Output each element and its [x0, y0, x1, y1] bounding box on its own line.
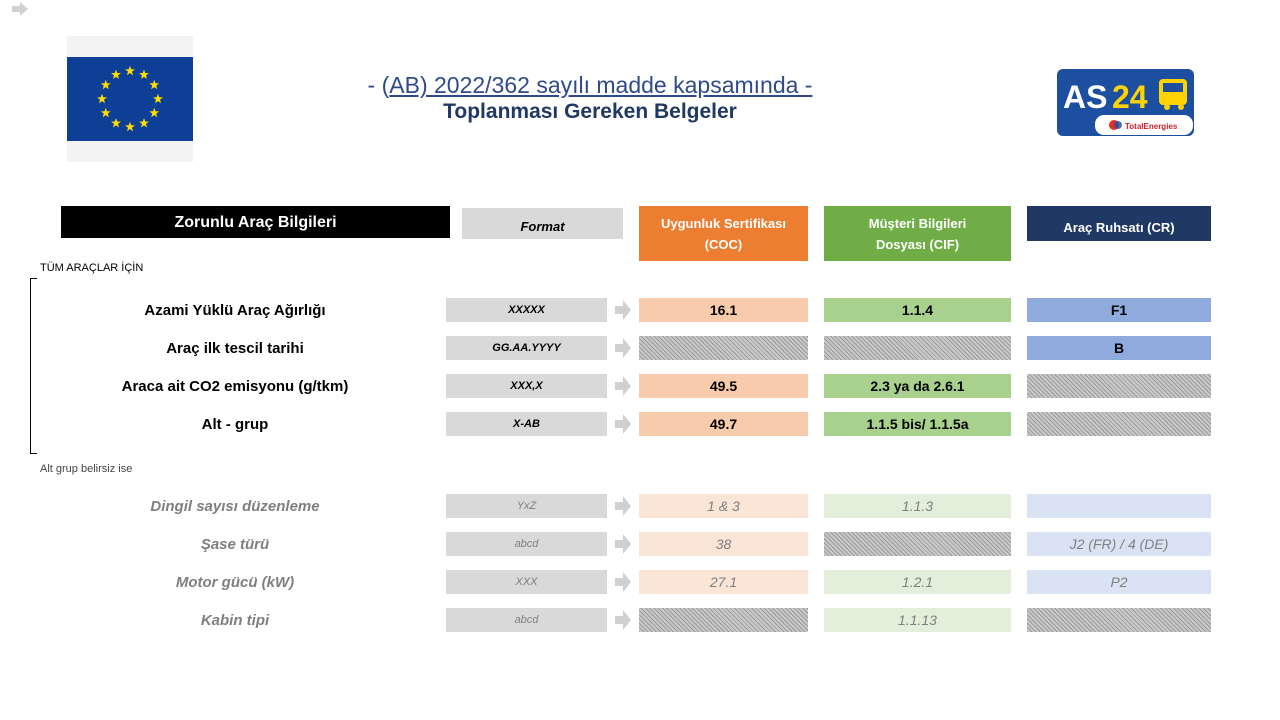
row-label: Araç ilk tescil tarihi — [166, 340, 304, 357]
cr-cell: J2 (FR) / 4 (DE) — [1027, 532, 1211, 556]
group-bracket — [30, 278, 37, 454]
cr-cell: F1 — [1027, 298, 1211, 322]
coc-cell: 49.5 — [639, 374, 808, 398]
arrow-right-icon — [614, 412, 632, 436]
coc-cell: 27.1 — [639, 570, 808, 594]
logo-as-text: AS — [1063, 79, 1108, 115]
cr-cell: P2 — [1027, 570, 1211, 594]
star-icon — [139, 118, 149, 127]
cif-cell: 1.1.3 — [824, 494, 1011, 518]
format-cell: YxZ — [446, 494, 607, 518]
page-subtitle: Toplanması Gereken Belgeler — [443, 100, 737, 123]
logo-subtext: TotalEnergies — [1125, 122, 1178, 131]
star-icon — [125, 66, 135, 75]
cr-cell-not-applicable — [1027, 608, 1211, 632]
star-icon — [153, 94, 163, 103]
star-icon — [139, 70, 149, 79]
column-header-cif — [824, 206, 1011, 261]
row-label: Kabin tipi — [200, 612, 270, 629]
arrow-right-icon — [614, 532, 632, 556]
coc-cell-not-applicable — [639, 336, 808, 360]
format-cell: GG.AA.YYYY — [446, 336, 607, 360]
arrow-right-icon — [614, 298, 632, 322]
eu-flag-icon — [67, 36, 193, 162]
cr-cell-empty — [1027, 494, 1211, 518]
coc-cell: 1 & 3 — [639, 494, 808, 518]
format-cell: abcd — [446, 532, 607, 556]
cif-header-text: Müşteri Bilgileri Dosyası (CIF) — [868, 215, 967, 252]
cr-cell-not-applicable — [1027, 374, 1211, 398]
row-label: Dingil sayısı düzenleme — [150, 498, 320, 515]
coc-header-text: Uygunluk Sertifikası (COC) — [661, 215, 786, 252]
star-icon — [101, 108, 111, 117]
arrow-right-icon — [614, 374, 632, 398]
row-label: Motor gücü (kW) — [175, 574, 295, 591]
as24-logo-icon — [1057, 69, 1194, 136]
cr-cell-not-applicable — [1027, 412, 1211, 436]
column-header-cr: Araç Ruhsatı (CR) — [1027, 206, 1211, 241]
row-label: Şase türü — [200, 536, 270, 553]
format-cell: XXX — [446, 570, 607, 594]
cif-cell: 1.1.4 — [824, 298, 1011, 322]
page-title — [300, 72, 880, 99]
column-header-mandatory: Zorunlu Araç Bilgileri — [61, 206, 450, 238]
cif-cell: 1.1.13 — [824, 608, 1011, 632]
format-cell: abcd — [446, 608, 607, 632]
svg-text:24: 24 — [1112, 79, 1148, 115]
star-icon — [149, 80, 159, 89]
arrow-right-icon — [614, 336, 632, 360]
cif-cell: 1.2.1 — [824, 570, 1011, 594]
row-label: Araca ait CO2 emisyonu (g/tkm) — [121, 378, 349, 395]
title-prefix: - ( — [367, 72, 390, 98]
column-header-format: Format — [462, 208, 623, 239]
cif-cell: 2.3 ya da 2.6.1 — [824, 374, 1011, 398]
coc-cell-not-applicable — [639, 608, 808, 632]
format-cell: XXXXX — [446, 298, 607, 322]
cif-cell-not-applicable — [824, 336, 1011, 360]
column-header-coc — [639, 206, 808, 261]
format-cell: X-AB — [446, 412, 607, 436]
star-icon — [111, 118, 121, 127]
coc-cell: 49.7 — [639, 412, 808, 436]
title-underlined: AB) 2022/362 sayılı madde kapsamında - — [389, 72, 813, 98]
star-icon — [149, 108, 159, 117]
arrow-right-icon — [614, 608, 632, 632]
note-all-vehicles: TÜM ARAÇLAR İÇİN — [40, 262, 144, 274]
arrow-right-icon — [12, 2, 28, 16]
row-label: Alt - grup — [201, 416, 269, 433]
arrow-right-icon — [614, 570, 632, 594]
cr-cell: B — [1027, 336, 1211, 360]
coc-cell: 38 — [639, 532, 808, 556]
arrow-right-icon — [614, 494, 632, 518]
star-icon — [97, 94, 107, 103]
cif-cell-not-applicable — [824, 532, 1011, 556]
star-icon — [111, 70, 121, 79]
note-subgroup-unknown: Alt grup belirsiz ise — [40, 463, 133, 475]
row-label: Azami Yüklü Araç Ağırlığı — [144, 302, 326, 319]
star-icon — [125, 122, 135, 131]
coc-cell: 16.1 — [639, 298, 808, 322]
cif-cell: 1.1.5 bis/ 1.1.5a — [824, 412, 1011, 436]
star-icon — [101, 80, 111, 89]
format-cell: XXX,X — [446, 374, 607, 398]
